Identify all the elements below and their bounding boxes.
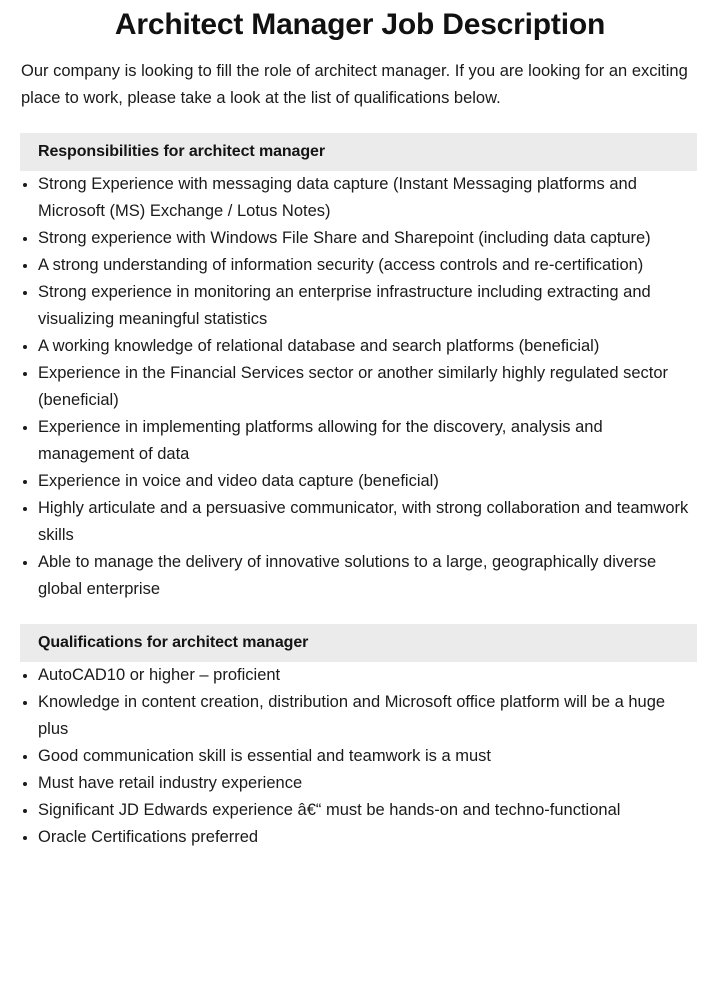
list-item: AutoCAD10 or higher – proficient bbox=[0, 662, 720, 689]
list-item: Strong experience in monitoring an enterprise infrastructure including extracting and visualizing meaningful statistics bbox=[0, 279, 720, 333]
list-item: Experience in voice and video data capture (beneficial) bbox=[0, 468, 720, 495]
list-item: Must have retail industry experience bbox=[0, 770, 720, 797]
section-heading-label: Qualifications for architect manager bbox=[38, 634, 309, 651]
section-header-qualifications bbox=[20, 624, 697, 662]
list-item: Knowledge in content creation, distribution and Microsoft office platform will be a huge plus bbox=[0, 689, 720, 743]
section-heading-label: Responsibilities for architect manager bbox=[38, 143, 325, 160]
list-item: Able to manage the delivery of innovative solutions to a large, geographically diverse global enterprise bbox=[0, 549, 720, 603]
intro-paragraph: Our company is looking to fill the role of architect manager. If you are looking for an exciting place to work, please take a look at the list of qualifications below. bbox=[21, 62, 688, 107]
responsibilities-list bbox=[0, 171, 720, 603]
list-item: Highly articulate and a persuasive communicator, with strong collaboration and teamwork skills bbox=[0, 495, 720, 549]
list-item: Oracle Certifications preferred bbox=[0, 824, 720, 851]
list-item: A strong understanding of information security (access controls and re-certification) bbox=[0, 252, 720, 279]
section-header-responsibilities bbox=[20, 133, 697, 171]
list-item: Good communication skill is essential and teamwork is a must bbox=[0, 743, 720, 770]
list-item: Strong Experience with messaging data capture (Instant Messaging platforms and Microsoft (MS) Exchange / Lotus Notes) bbox=[0, 171, 720, 225]
qualifications-list bbox=[0, 662, 720, 851]
list-item: Strong experience with Windows File Share and Sharepoint (including data capture) bbox=[0, 225, 720, 252]
list-item: Significant JD Edwards experience â€“ must be hands-on and techno-functional bbox=[0, 797, 720, 824]
list-item: Experience in implementing platforms allowing for the discovery, analysis and management of data bbox=[0, 414, 720, 468]
page-title: Architect Manager Job Description bbox=[114, 8, 606, 41]
list-item: A working knowledge of relational database and search platforms (beneficial) bbox=[0, 333, 720, 360]
list-item: Experience in the Financial Services sector or another similarly highly regulated sector (beneficial) bbox=[0, 360, 720, 414]
